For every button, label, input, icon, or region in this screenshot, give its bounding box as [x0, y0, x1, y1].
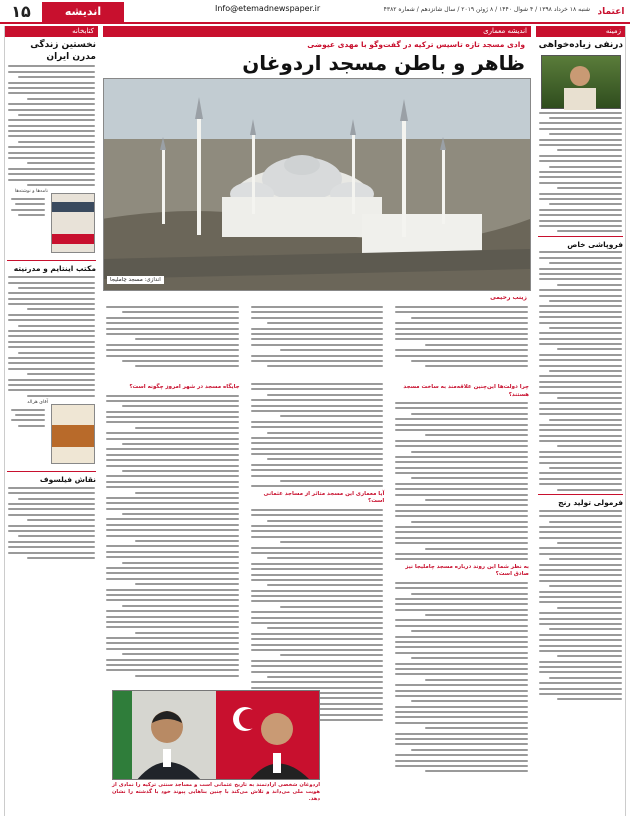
- mosque-photo: [103, 78, 531, 291]
- question-1: چرا دولت‌ها این‌چنین علاقه‌مند به ساخت مسجد هستند؟: [403, 384, 529, 398]
- photo-caption: اندازی: مسجد چاملیجا: [107, 276, 164, 284]
- left-column: [4, 26, 98, 816]
- right-article1-body: [539, 112, 622, 233]
- person-icon: [216, 691, 319, 779]
- right-column: [536, 26, 626, 816]
- mosque-icon: [103, 79, 530, 291]
- kicker: وادی مسجد تازه تاسیس ترکیه در گفت‌و‌گو با مهدی عیوضی: [307, 40, 525, 49]
- portraits: [112, 690, 320, 780]
- email-address[interactable]: Info@etemadnewspaper.ir: [215, 4, 321, 13]
- right-article2-title: فروپاشی خاص: [567, 239, 623, 249]
- book-cover-1: [51, 193, 95, 253]
- left-article1-title: نخستین زندگی مدرن ایران: [30, 40, 96, 62]
- book2-caption: آقای هرالد: [27, 400, 48, 406]
- byline: زینب رحیمی: [490, 294, 527, 301]
- left-article1-body: [8, 65, 95, 186]
- left-article3-title: نقاش فیلسوف: [39, 475, 96, 485]
- portrait-icon: [540, 56, 620, 110]
- person-icon: [113, 691, 216, 779]
- book-block-1: [8, 189, 95, 257]
- divider: [7, 471, 96, 472]
- question-2: به نظر شما این روند درباره مسجد چاملیجا نیز صادق است؟: [405, 563, 529, 578]
- intro-columns: [103, 304, 531, 373]
- title-block: [109, 40, 525, 75]
- left-article3-body: [8, 487, 95, 559]
- question-3: آیا معماری این مسجد متاثر از مساجد عثمانی است؟: [263, 490, 385, 505]
- divider: [538, 236, 623, 237]
- portrait-erdogan: [216, 691, 319, 779]
- dateline: شنبه ۱۸ خرداد ۱۳۹۸ / ۴ شوال ۱۴۴۰ / ۸ ژوئن ۲۰۱۹ / سال شانزدهم / شماره ۴۳۸۲: [383, 6, 590, 13]
- right-section-label: زمینه: [536, 26, 625, 37]
- book-cover-2: [51, 404, 95, 464]
- portraits-caption: اردوغان شخصی ارادتمند به تاریخ عثمانی است و مساجد سنتی ترکیه را نمادی از هویت ملی می‌داند و تلاش می‌کند با چنین بناهایی پیوند خود با گذشته را نشان دهد.: [112, 782, 320, 802]
- right-article3-body: [539, 510, 622, 701]
- author-photo: [541, 55, 621, 109]
- book-block-2: [8, 400, 95, 468]
- left-section-label: کتابخانه: [5, 26, 98, 37]
- portrait-interviewee: [113, 691, 216, 779]
- section-tag: اندیشه: [42, 2, 124, 22]
- divider: [7, 260, 96, 261]
- newspaper-logo: اعتماد: [597, 7, 625, 17]
- left-article2-title: مکتب اینتایم و مدرنیته: [13, 264, 96, 274]
- header-bar: [0, 0, 630, 24]
- page-number: ۱۵: [11, 2, 31, 21]
- left-article2-body: [8, 276, 95, 397]
- right-article3-title: فرمولی تولید رنج: [558, 498, 623, 507]
- right-article2-body: [539, 251, 622, 490]
- headline: ظاهر و باطن مسجد اردوغان: [242, 50, 525, 75]
- divider: [538, 494, 623, 495]
- book1-caption: نامه‌ها و نوشته‌ها: [14, 189, 48, 195]
- question-4: جایگاه مسجد در شهر امروز چگونه است؟: [129, 384, 240, 390]
- right-article1-title: درنفی زیاده‌خواهی: [538, 40, 623, 50]
- main-category: اندیشه معماری: [103, 26, 531, 37]
